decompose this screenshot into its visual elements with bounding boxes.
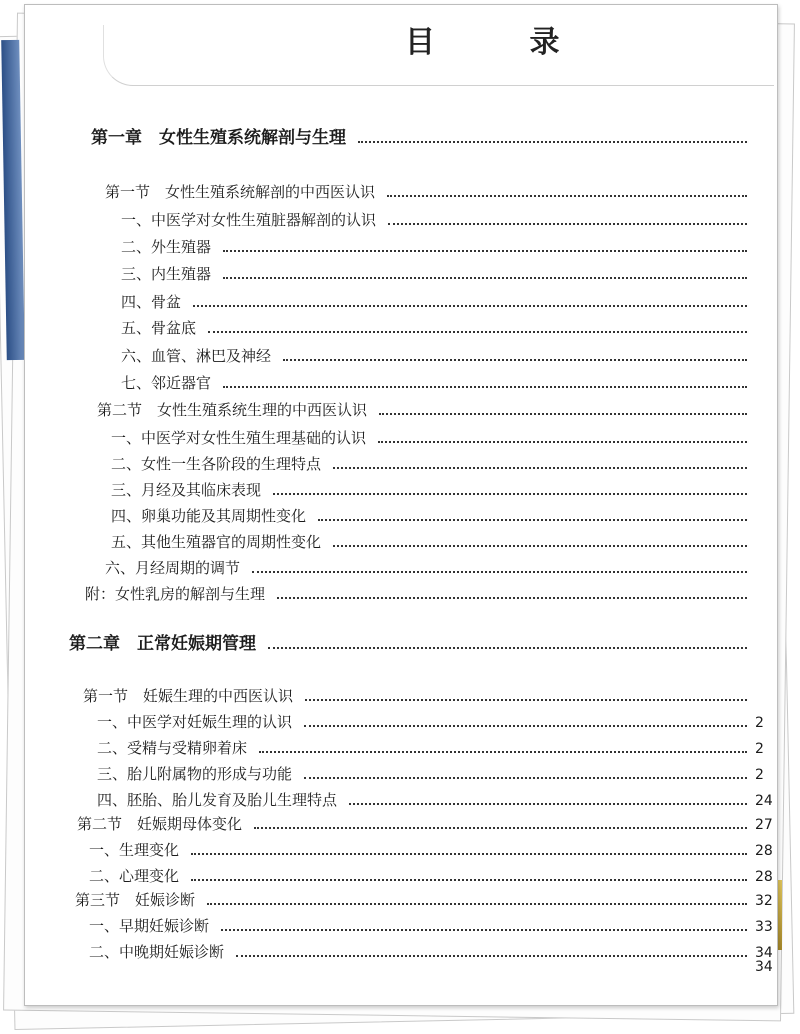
toc-entry-item: [97, 711, 777, 732]
dot-leader: [208, 331, 747, 333]
dot-leader: [333, 467, 747, 469]
toc-entry-item: [111, 479, 777, 500]
toc-entry-item: [121, 236, 777, 257]
toc-entry-label: 三、胎儿附属物的形成与功能: [97, 765, 293, 783]
dot-leader: [304, 777, 747, 779]
toc-entry-label: 第三节 妊娠诊断: [75, 891, 196, 909]
toc-entry-label: 六、血管、淋巴及神经: [121, 347, 272, 365]
toc-entry-label: 三、内生殖器: [121, 265, 212, 283]
toc-entry-chapter: [91, 123, 777, 148]
page-title: 目 录: [405, 25, 602, 60]
toc-entry-label: 二、心理变化: [89, 867, 180, 885]
toc-entry-page-number: 27: [755, 817, 773, 833]
dot-leader: [318, 519, 747, 521]
dot-leader: [387, 195, 747, 197]
toc-entry-label: 四、卵巢功能及其周期性变化: [111, 507, 307, 525]
toc-entry-label: 六、月经周期的调节: [105, 559, 241, 577]
toc-entry-item: [121, 291, 777, 312]
toc-entry-chapter: [69, 629, 777, 654]
toc-entry-label: 二、中晚期妊娠诊断: [89, 943, 225, 961]
toc-entry-section: [83, 685, 777, 706]
toc-entry-page-number: 33: [755, 919, 773, 935]
toc-entry-label: 第一节 妊娠生理的中西医认识: [83, 687, 294, 705]
toc-entry-appendix: [85, 583, 777, 604]
toc-entry-label: 三、月经及其临床表现: [111, 481, 262, 499]
toc-entry-item: [89, 839, 777, 860]
toc-entry-item: [121, 209, 777, 230]
toc-entry-label: 一、生理变化: [89, 841, 180, 859]
toc-entry-label: 附：女性乳房的解剖与生理: [85, 585, 266, 603]
toc-entry-section: [77, 813, 777, 834]
toc-entry-section: [75, 889, 777, 910]
toc-entry-label: 一、中医学对女性生殖脏器解剖的认识: [121, 211, 377, 229]
dot-leader: [221, 929, 747, 931]
toc-entry-label: 四、胚胎、胎儿发育及胎儿生理特点: [97, 791, 338, 809]
dot-leader: [207, 903, 747, 905]
dot-leader: [223, 277, 747, 279]
dot-leader: [268, 647, 747, 649]
toc-entry-page-number: 28: [755, 843, 773, 859]
toc-entry-item: [121, 317, 777, 338]
toc-entry-page-number: 2: [755, 715, 764, 731]
toc-entry-item: [89, 915, 777, 936]
dot-leader: [277, 597, 747, 599]
toc-entry-item: [97, 763, 777, 784]
dot-leader: [273, 493, 747, 495]
dot-leader: [254, 827, 747, 829]
toc-entry-item: [111, 453, 777, 474]
toc-entry-page-number: 34: [755, 945, 773, 961]
toc-entry-item: [111, 505, 777, 526]
toc-entry-page-number: 32: [755, 893, 773, 909]
dot-leader: [378, 441, 747, 443]
toc-entry-item: [97, 737, 777, 758]
toc-entry-label: 一、中医学对女性生殖生理基础的认识: [111, 429, 367, 447]
toc-entry-item: [89, 865, 777, 886]
dot-leader: [379, 413, 747, 415]
toc-entry-page-number: 2: [755, 741, 764, 757]
toc-entry-label: 四、骨盆: [121, 293, 182, 311]
toc-entry-label: 第一章 女性生殖系统解剖与生理: [91, 128, 346, 148]
toc-entry-label: 第二节 妊娠期母体变化: [77, 815, 243, 833]
dot-leader: [283, 359, 747, 361]
toc-entry-label: 一、早期妊娠诊断: [89, 917, 210, 935]
dot-leader: [193, 305, 747, 307]
toc-entry-label: 第二章 正常妊娠期管理: [69, 634, 256, 654]
dot-leader: [333, 545, 747, 547]
toc-entry-label: 第二节 女性生殖系统生理的中西医认识: [97, 401, 368, 419]
dot-leader: [223, 386, 747, 388]
dot-leader: [358, 141, 747, 143]
dot-leader: [349, 803, 747, 805]
toc-entry-item: [105, 557, 777, 578]
toc-entry-label: 二、外生殖器: [121, 238, 212, 256]
toc-entry-item: [97, 789, 777, 810]
toc-entry-label: 二、女性一生各阶段的生理特点: [111, 455, 322, 473]
dot-leader: [191, 879, 747, 881]
dot-leader: [223, 250, 747, 252]
toc-entry-label: 五、其他生殖器官的周期性变化: [111, 533, 322, 551]
dot-leader: [236, 955, 747, 957]
toc-entry-label: 五、骨盆底: [121, 319, 197, 337]
toc-entry-label: 第一节 女性生殖系统解剖的中西医认识: [105, 183, 376, 201]
toc-entry-item: [121, 345, 777, 366]
dot-leader: [304, 725, 747, 727]
toc-entry-item: [111, 427, 777, 448]
dot-leader: [191, 853, 747, 855]
toc-entry-page-number: 2: [755, 767, 764, 783]
toc-entry-label: 七、邻近器官: [121, 374, 212, 392]
toc-entry-item: [111, 531, 777, 552]
dot-leader: [259, 751, 747, 753]
trailing-page-number: 34: [755, 959, 773, 975]
toc-entry-item: [121, 372, 777, 393]
toc-page: [24, 4, 778, 1006]
toc-entry-item: [121, 263, 777, 284]
toc-entry-section: [105, 181, 777, 202]
toc-entry-page-number: 24: [755, 793, 773, 809]
dot-leader: [252, 571, 747, 573]
toc-entry-section: [97, 399, 777, 420]
toc-entry-label: 二、受精与受精卵着床: [97, 739, 248, 757]
dot-leader: [388, 223, 747, 225]
toc-entry-label: 一、中医学对妊娠生理的认识: [97, 713, 293, 731]
dot-leader: [305, 699, 747, 701]
toc-entry-page-number: 28: [755, 869, 773, 885]
